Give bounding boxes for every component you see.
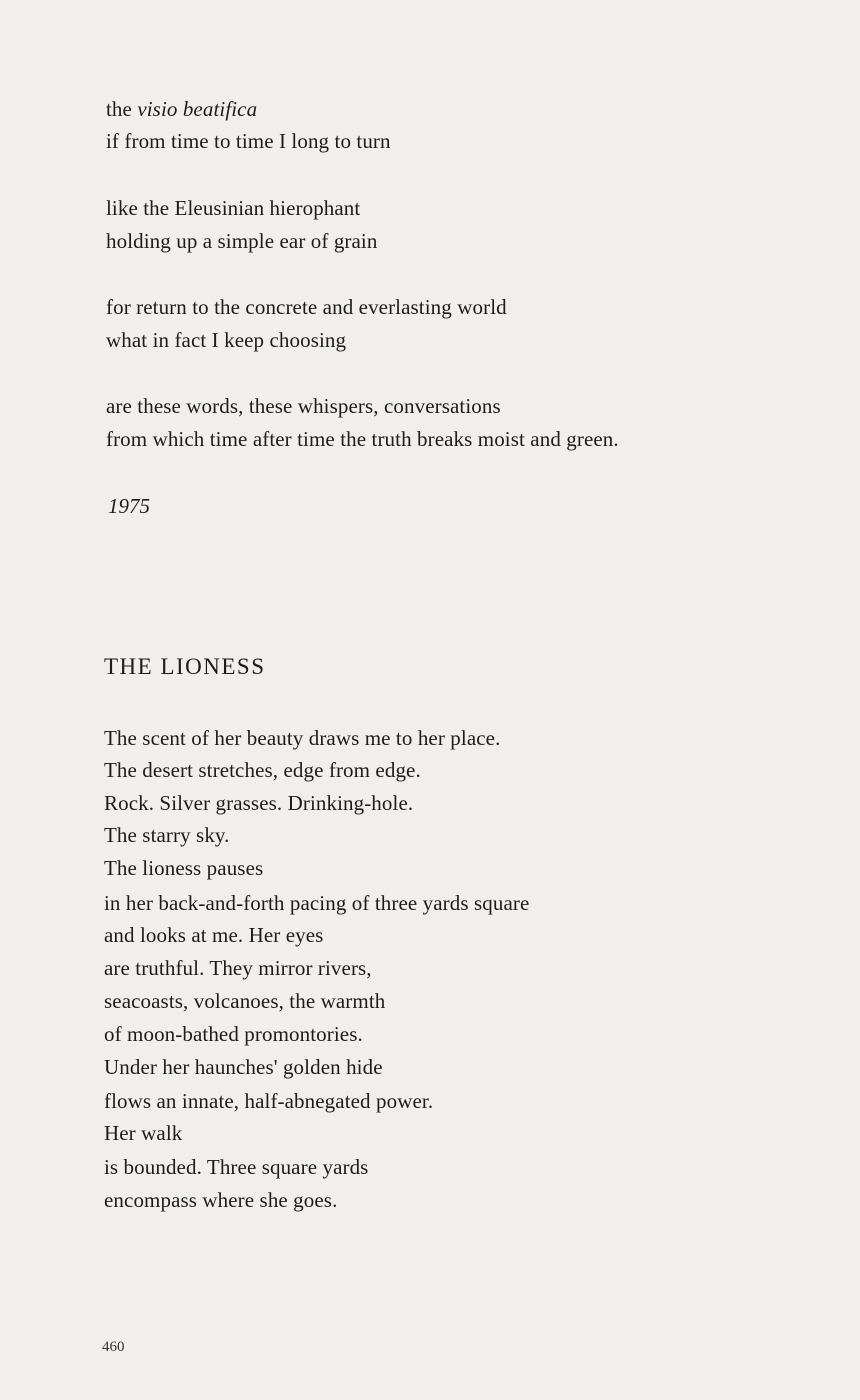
poem-line: if from time to time I long to turn <box>106 129 391 153</box>
page-number: 460 <box>102 1339 125 1355</box>
poem-line: and looks at me. Her eyes <box>104 923 324 947</box>
poem-line: The lioness pauses <box>104 856 264 880</box>
poem-line: Under her haunches' golden hide <box>104 1055 383 1079</box>
poem-line-prefix: the <box>106 97 138 121</box>
poem-line: in her back-and-forth pacing of three yards square <box>104 891 530 915</box>
poem-line: flows an innate, half-abnegated power. <box>104 1089 434 1113</box>
poem-line: what in fact I keep choosing <box>106 328 347 352</box>
poem-line: Her walk <box>104 1121 183 1145</box>
poem-line: seacoasts, volcanoes, the warmth <box>104 989 386 1013</box>
poem-line: of moon-bathed promontories. <box>104 1022 363 1046</box>
poem-title: THE LIONESS <box>104 654 266 679</box>
poem-line: Rock. Silver grasses. Drinking-hole. <box>104 791 414 815</box>
poem-line: from which time after time the truth breaks moist and green. <box>106 427 619 451</box>
poem-line: for return to the concrete and everlasting world <box>106 295 507 319</box>
poem-line: The desert stretches, edge from edge. <box>104 758 421 782</box>
poem-line: is bounded. Three square yards <box>104 1155 369 1179</box>
poem-line <box>106 96 257 122</box>
poem-line: are these words, these whispers, conversations <box>106 394 501 418</box>
poem-line-italic-phrase: visio beatifica <box>137 97 258 121</box>
poem-line: The scent of her beauty draws me to her place. <box>104 726 501 750</box>
poem-line: like the Eleusinian hierophant <box>106 196 361 220</box>
poem-line: encompass where she goes. <box>104 1188 338 1212</box>
poem-line: are truthful. They mirror rivers, <box>104 956 372 980</box>
poem-line: The starry sky. <box>104 823 230 847</box>
poem-line: holding up a simple ear of grain <box>106 229 378 253</box>
poem-year: 1975 <box>108 494 150 518</box>
